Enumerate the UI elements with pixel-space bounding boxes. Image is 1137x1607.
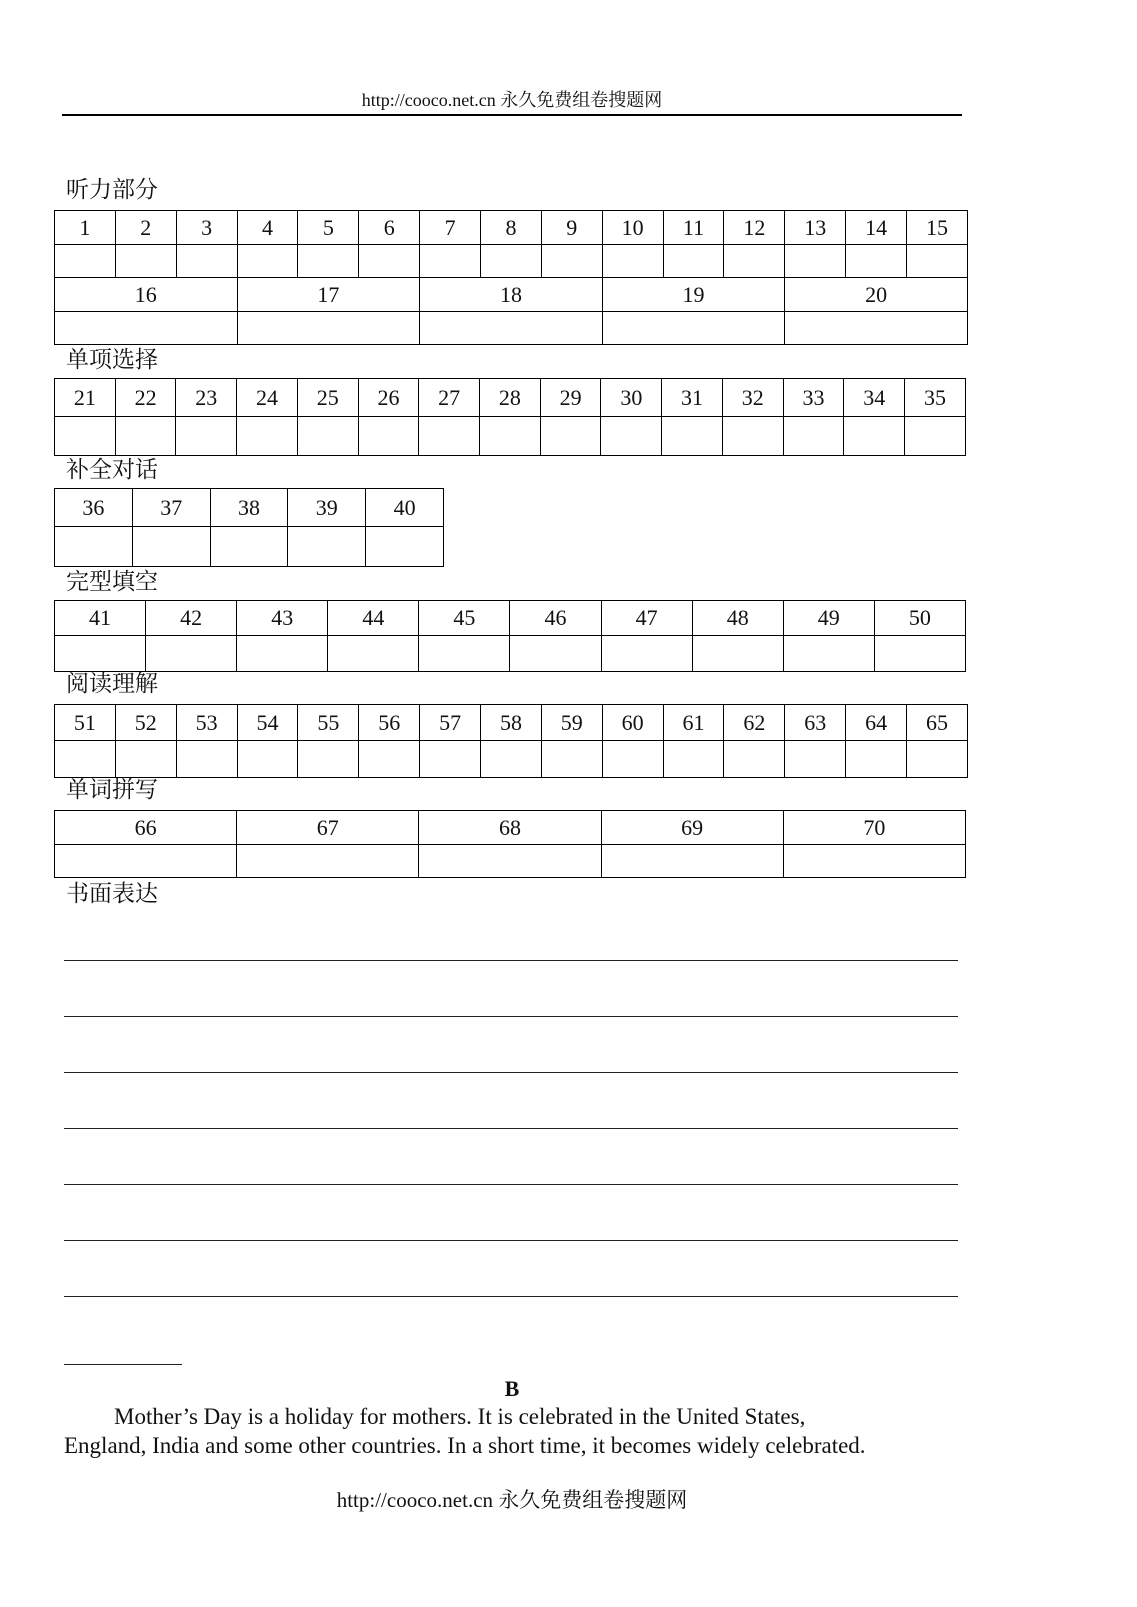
listening-answer-cell[interactable] <box>785 245 846 278</box>
spelling-answer-row <box>55 845 966 878</box>
reading-answer-grid <box>54 704 968 778</box>
listening-number-cell: 8 <box>481 211 542 245</box>
cloze-title: 完型填空 <box>66 569 158 594</box>
single-choice-number-cell: 22 <box>115 379 176 417</box>
cloze-number-cell: 43 <box>237 601 328 636</box>
cloze-answer-cell[interactable] <box>146 636 237 672</box>
cloze-answer-row <box>55 636 966 672</box>
listening-answer-cell[interactable] <box>481 245 542 278</box>
writing-line[interactable] <box>64 1128 958 1129</box>
dialogue-number-cell: 40 <box>366 489 444 527</box>
cloze-number-cell: 42 <box>146 601 237 636</box>
reading-number-cell: 63 <box>785 705 846 741</box>
listening-number-cell: 2 <box>115 211 176 245</box>
spelling-answer-cell[interactable] <box>55 845 237 878</box>
spelling-number-cell: 67 <box>237 811 419 845</box>
reading-answer-cell[interactable] <box>115 741 176 778</box>
passage-heading: B <box>504 1376 520 1401</box>
reading-number-cell: 65 <box>907 705 968 741</box>
single-choice-number-cell: 32 <box>722 379 783 417</box>
writing-line[interactable] <box>64 1184 958 1185</box>
writing-line[interactable] <box>64 960 958 961</box>
reading-number-cell: 58 <box>481 705 542 741</box>
spelling-number-cell: 66 <box>55 811 237 845</box>
writing-line[interactable] <box>64 1240 958 1241</box>
listening-answer-cell[interactable] <box>55 312 238 345</box>
single-choice-answer-cell[interactable] <box>297 417 358 456</box>
cloze-answer-cell[interactable] <box>419 636 510 672</box>
reading-number-cell: 51 <box>55 705 116 741</box>
page-header: http://cooco.net.cn 永久免费组卷搜题网 <box>361 90 663 110</box>
dialogue-number-cell: 39 <box>288 489 366 527</box>
listening-answer-cell[interactable] <box>724 245 785 278</box>
reading-answer-cell[interactable] <box>359 741 420 778</box>
single-choice-number-cell: 33 <box>783 379 844 417</box>
single-choice-answer-cell[interactable] <box>237 417 298 456</box>
listening-answer-cell[interactable] <box>541 245 602 278</box>
reading-number-cell: 62 <box>724 705 785 741</box>
cloze-answer-cell[interactable] <box>510 636 601 672</box>
passage-line-2: England, India and some other countries. In a short time, it becomes widely celebrated. <box>64 1433 866 1458</box>
reading-number-cell: 56 <box>359 705 420 741</box>
dialogue-answer-cell[interactable] <box>288 527 366 567</box>
listening-number-row <box>55 211 968 245</box>
reading-answer-cell[interactable] <box>663 741 724 778</box>
reading-number-cell: 64 <box>846 705 907 741</box>
single-choice-answer-cell[interactable] <box>722 417 783 456</box>
dialogue-number-cell: 38 <box>210 489 288 527</box>
writing-title: 书面表达 <box>66 881 158 906</box>
listening-number-cell: 3 <box>176 211 237 245</box>
listening-answer-cell[interactable] <box>907 245 968 278</box>
reading-answer-cell[interactable] <box>907 741 968 778</box>
dialogue-number-cell: 36 <box>55 489 133 527</box>
listening-title: 听力部分 <box>66 177 158 202</box>
reading-answer-cell[interactable] <box>237 741 298 778</box>
spelling-answer-cell[interactable] <box>601 845 783 878</box>
cloze-number-cell: 48 <box>692 601 783 636</box>
listening-number-cell: 6 <box>359 211 420 245</box>
reading-answer-cell[interactable] <box>724 741 785 778</box>
listening-answer-cell[interactable] <box>359 245 420 278</box>
single-choice-answer-cell[interactable] <box>55 417 116 456</box>
spelling-title: 单词拼写 <box>66 777 158 802</box>
single-choice-number-cell: 24 <box>237 379 298 417</box>
cloze-answer-cell[interactable] <box>328 636 419 672</box>
spelling-number-cell: 69 <box>601 811 783 845</box>
listening-answer-grid <box>54 210 968 345</box>
listening-number-cell: 5 <box>298 211 359 245</box>
listening-answer-row-2 <box>55 312 968 345</box>
cloze-number-cell: 45 <box>419 601 510 636</box>
dialogue-number-row <box>55 489 444 527</box>
reading-answer-cell[interactable] <box>785 741 846 778</box>
reading-answer-cell[interactable] <box>420 741 481 778</box>
single-choice-answer-cell[interactable] <box>601 417 662 456</box>
listening-answer-cell[interactable] <box>602 312 785 345</box>
dialogue-title: 补全对话 <box>66 457 158 482</box>
reading-answer-cell[interactable] <box>846 741 907 778</box>
listening-number-cell: 15 <box>907 211 968 245</box>
reading-answer-cell[interactable] <box>541 741 602 778</box>
listening-answer-cell[interactable] <box>420 245 481 278</box>
listening-answer-row <box>55 245 968 278</box>
single-choice-number-row <box>55 379 966 417</box>
cloze-number-cell: 50 <box>874 601 965 636</box>
spelling-number-cell: 70 <box>783 811 965 845</box>
listening-number-cell: 13 <box>785 211 846 245</box>
listening-answer-cell[interactable] <box>55 245 116 278</box>
single-choice-number-cell: 30 <box>601 379 662 417</box>
single-choice-answer-cell[interactable] <box>844 417 905 456</box>
listening-number-cell: 9 <box>541 211 602 245</box>
single-choice-number-cell: 25 <box>297 379 358 417</box>
writing-line[interactable] <box>64 1016 958 1017</box>
reading-answer-cell[interactable] <box>481 741 542 778</box>
listening-number-cell: 11 <box>663 211 724 245</box>
spelling-answer-grid <box>54 810 966 878</box>
header-rule <box>62 114 962 116</box>
single-choice-number-cell: 35 <box>905 379 966 417</box>
reading-number-cell: 57 <box>420 705 481 741</box>
reading-answer-cell[interactable] <box>602 741 663 778</box>
listening-number-cell: 7 <box>420 211 481 245</box>
listening-number-cell: 14 <box>846 211 907 245</box>
writing-line[interactable] <box>64 1072 958 1073</box>
spelling-answer-cell[interactable] <box>783 845 965 878</box>
listening-number-cell: 10 <box>602 211 663 245</box>
single-choice-answer-cell[interactable] <box>540 417 601 456</box>
listening-number-row-2 <box>55 278 968 312</box>
spelling-number-cell: 68 <box>419 811 601 845</box>
listening-answer-cell[interactable] <box>846 245 907 278</box>
listening-answer-cell[interactable] <box>237 245 298 278</box>
passage-text <box>64 1402 964 1460</box>
reading-number-row <box>55 705 968 741</box>
listening-answer-cell[interactable] <box>176 245 237 278</box>
listening-number-cell: 1 <box>55 211 116 245</box>
cloze-answer-cell[interactable] <box>692 636 783 672</box>
single-choice-answer-grid <box>54 378 966 456</box>
single-choice-answer-cell[interactable] <box>662 417 723 456</box>
listening-number-cell: 12 <box>724 211 785 245</box>
listening-answer-cell[interactable] <box>115 245 176 278</box>
listening-answer-cell[interactable] <box>785 312 968 345</box>
cloze-answer-cell[interactable] <box>874 636 965 672</box>
spelling-answer-cell[interactable] <box>237 845 419 878</box>
single-choice-answer-cell[interactable] <box>419 417 480 456</box>
single-choice-number-cell: 26 <box>358 379 419 417</box>
reading-answer-row <box>55 741 968 778</box>
listening-number-cell: 4 <box>237 211 298 245</box>
cloze-answer-cell[interactable] <box>601 636 692 672</box>
listening-answer-cell[interactable] <box>663 245 724 278</box>
dialogue-answer-cell[interactable] <box>55 527 133 567</box>
listening-answer-cell[interactable] <box>298 245 359 278</box>
spelling-answer-cell[interactable] <box>419 845 601 878</box>
single-choice-number-cell: 29 <box>540 379 601 417</box>
reading-title: 阅读理解 <box>66 671 158 696</box>
cloze-number-cell: 41 <box>55 601 146 636</box>
single-choice-answer-row <box>55 417 966 456</box>
single-choice-answer-cell[interactable] <box>783 417 844 456</box>
cloze-answer-grid <box>54 600 966 672</box>
cloze-number-cell: 44 <box>328 601 419 636</box>
dialogue-answer-cell[interactable] <box>210 527 288 567</box>
reading-number-cell: 60 <box>602 705 663 741</box>
cloze-number-cell: 46 <box>510 601 601 636</box>
single-choice-answer-cell[interactable] <box>905 417 966 456</box>
cloze-answer-cell[interactable] <box>783 636 874 672</box>
cloze-number-cell: 49 <box>783 601 874 636</box>
cloze-answer-cell[interactable] <box>237 636 328 672</box>
listening-number-cell: 19 <box>602 278 785 312</box>
passage-line-1: Mother’s Day is a holiday for mothers. It is celebrated in the United States, <box>114 1404 806 1429</box>
dialogue-answer-grid <box>54 488 444 567</box>
single-choice-title: 单项选择 <box>66 347 158 372</box>
listening-answer-cell[interactable] <box>602 245 663 278</box>
single-choice-number-cell: 28 <box>480 379 541 417</box>
reading-number-cell: 61 <box>663 705 724 741</box>
writing-line-short[interactable] <box>64 1364 182 1365</box>
single-choice-number-cell: 21 <box>55 379 116 417</box>
reading-number-cell: 53 <box>176 705 237 741</box>
single-choice-answer-cell[interactable] <box>115 417 176 456</box>
dialogue-answer-row <box>55 527 444 567</box>
reading-number-cell: 55 <box>298 705 359 741</box>
page-footer: http://cooco.net.cn 永久免费组卷搜题网 <box>336 1488 688 1512</box>
single-choice-answer-cell[interactable] <box>358 417 419 456</box>
cloze-number-cell: 47 <box>601 601 692 636</box>
listening-number-cell: 16 <box>55 278 238 312</box>
dialogue-answer-cell[interactable] <box>132 527 210 567</box>
writing-line[interactable] <box>64 1296 958 1297</box>
reading-number-cell: 54 <box>237 705 298 741</box>
single-choice-number-cell: 31 <box>662 379 723 417</box>
single-choice-answer-cell[interactable] <box>176 417 237 456</box>
spelling-number-row <box>55 811 966 845</box>
reading-number-cell: 52 <box>115 705 176 741</box>
single-choice-number-cell: 27 <box>419 379 480 417</box>
dialogue-answer-cell[interactable] <box>366 527 444 567</box>
reading-answer-cell[interactable] <box>176 741 237 778</box>
cloze-answer-cell[interactable] <box>55 636 146 672</box>
reading-answer-cell[interactable] <box>55 741 116 778</box>
cloze-number-row <box>55 601 966 636</box>
listening-number-cell: 17 <box>237 278 420 312</box>
listening-answer-cell[interactable] <box>420 312 603 345</box>
dialogue-number-cell: 37 <box>132 489 210 527</box>
single-choice-number-cell: 23 <box>176 379 237 417</box>
single-choice-number-cell: 34 <box>844 379 905 417</box>
reading-answer-cell[interactable] <box>298 741 359 778</box>
listening-number-cell: 20 <box>785 278 968 312</box>
single-choice-answer-cell[interactable] <box>480 417 541 456</box>
listening-number-cell: 18 <box>420 278 603 312</box>
listening-answer-cell[interactable] <box>237 312 420 345</box>
reading-number-cell: 59 <box>541 705 602 741</box>
